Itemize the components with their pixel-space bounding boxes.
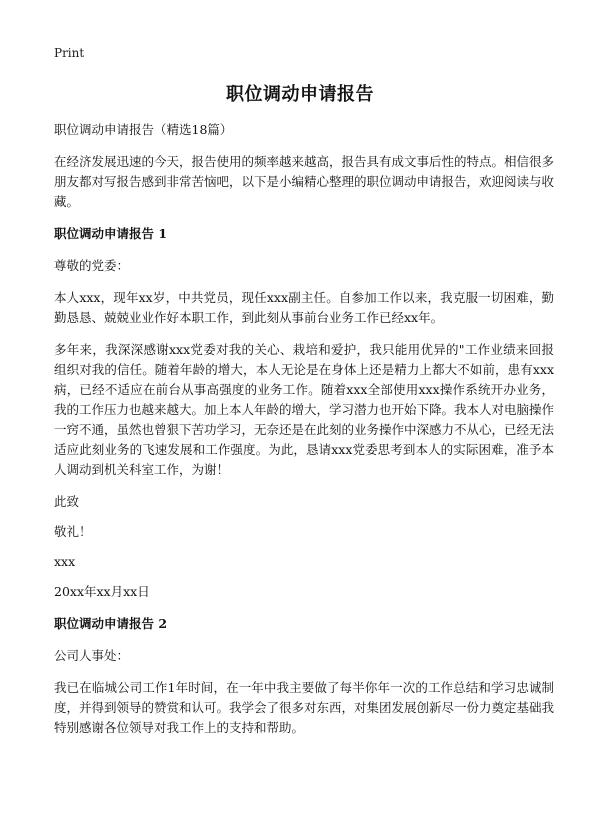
page-title: 职位调动申请报告 (226, 84, 374, 105)
print-link[interactable]: Print (54, 46, 85, 60)
signature-text: xxx (54, 554, 76, 569)
section-1-paragraph-2: 多年来，我深深感谢xxx党委对我的关心、栽培和爱护，我只能用优异的"工作业绩来回报组织对我的信任。随着年龄的增大，本人无论是在身体上还是精力上都大不如前，患有xxx病，已经不适应在前台从事高强度的业务工作。随着xxx全部使用xxx操作系统开办业务，我的工作压力也越来越大。加上本人年龄的增大，学习潜力也开始下降。我本人对电脑操作一窍不通，虽然也曾狠下苦功学习，无奈还是在此刻的业务操作中深感力不从心，已经无法适应此刻业务的飞速发展和工作强度。为此，恳请xxx党委思考到本人的实际困难，准予本人调动到机关科室工作，为谢！ (54, 342, 555, 477)
section-heading-2: 职位调动申请报告 2 (54, 616, 168, 631)
section-2-paragraph-1: 我已在临城公司工作1年时间，在一年中我主要做了每半你年一次的工作总结和学习忠诚制度，并得到领导的赞赏和认可。我学会了很多对东西，对集团发展创新尽一份力奠定基础我特别感谢各位领导对我工作上的支持和帮助。 (54, 680, 555, 735)
date-text: 20xx年xx月xx日 (54, 584, 150, 599)
salutation-2: 公司人事处： (54, 648, 130, 663)
salutation-1: 尊敬的党委： (54, 258, 130, 273)
closing-text: 此致 (54, 494, 80, 509)
document-subtitle: 职位调动申请报告（精选18篇） (54, 122, 233, 137)
section-1-paragraph-1: 本人xxx，现年xx岁，中共党员，现任xxx副主任。自参加工作以来，我克服一切困难，勤勤恳恳、兢兢业业作好本职工作，到此刻从事前台业务工作已经xx年。 (54, 290, 554, 325)
section-heading-1: 职位调动申请报告 1 (54, 226, 168, 241)
regards-text: 敬礼！ (54, 524, 92, 539)
intro-paragraph: 在经济发展迅速的今天，报告使用的频率越来越高，报告具有成文事后性的特点。相信很多朋友都对写报告感到非常苦恼吧，以下是小编精心整理的职位调动申请报告，欢迎阅读与收藏。 (54, 154, 555, 209)
document-body (54, 120, 554, 750)
